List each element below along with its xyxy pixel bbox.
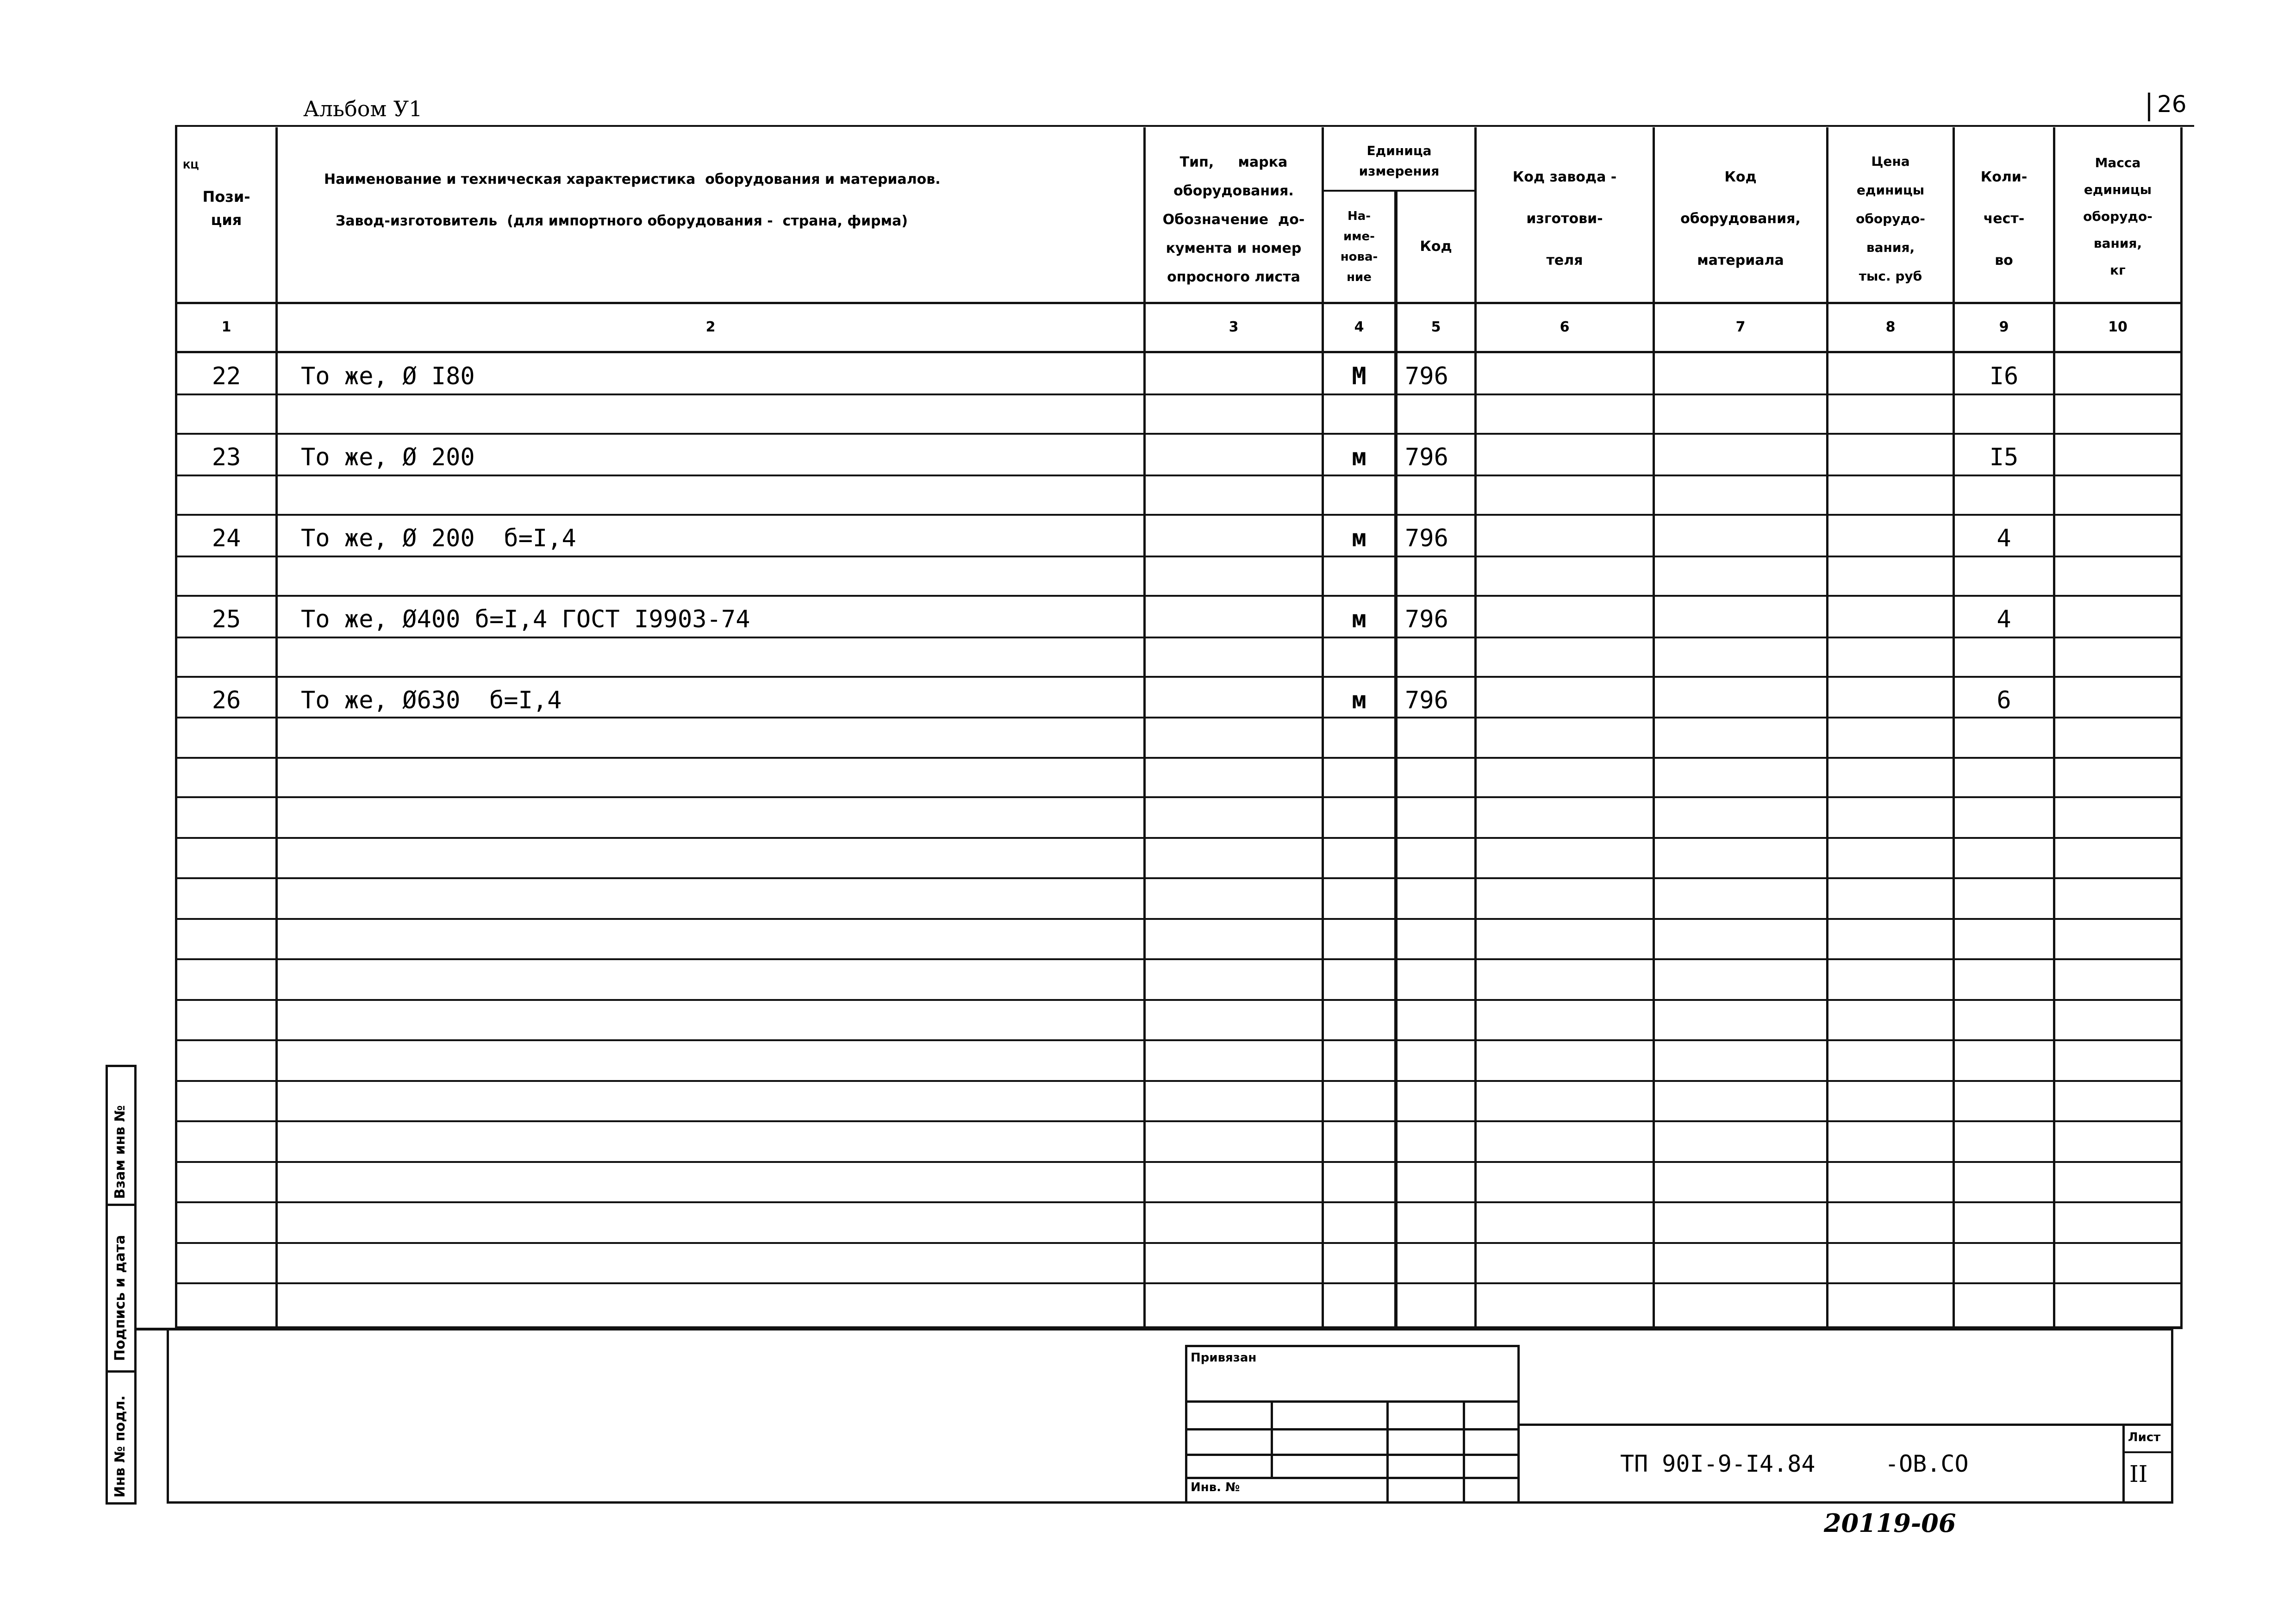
row-name: То же, Ø 200 б=I,4 xyxy=(301,525,576,552)
row-quantity: 6 xyxy=(1997,687,2011,714)
attached-label: Привязан xyxy=(1191,1351,1257,1365)
row-position: 26 xyxy=(212,687,241,714)
col1-note: КЦ xyxy=(183,160,199,171)
column-number: 8 xyxy=(1885,319,1896,335)
column-number: 10 xyxy=(2108,319,2128,335)
column-number: 6 xyxy=(1560,319,1570,335)
header-type: Тип, марка оборудования. Обозначение до- кумента и номер опросного листа xyxy=(1162,154,1305,285)
header-price: Цена единицы оборудо- вания, тыс. руб xyxy=(1856,153,1925,284)
column-number: 9 xyxy=(1999,319,2009,335)
column-number: 7 xyxy=(1735,319,1746,335)
column-number: 2 xyxy=(705,319,716,335)
header-mass: Масса единицы оборудо- вания, кг xyxy=(2083,155,2152,278)
header-unit-name: На- име- нова- ние xyxy=(1340,209,1378,284)
row-position: 23 xyxy=(212,443,241,471)
row-unit-code: 796 xyxy=(1405,687,1448,714)
inv-no-label: Инв. № xyxy=(1191,1480,1240,1494)
row-unit: м xyxy=(1352,525,1366,552)
side-stamp-replace-inv: Взам инв № xyxy=(112,1105,128,1199)
column-number: 4 xyxy=(1354,319,1364,335)
column-number: 5 xyxy=(1431,319,1441,335)
header-position: Пози- ция xyxy=(202,188,250,229)
row-name: То же, Ø 200 xyxy=(301,443,475,471)
sheet-label: Лист xyxy=(2128,1430,2161,1444)
row-quantity: 4 xyxy=(1997,606,2011,633)
row-unit-code: 796 xyxy=(1405,443,1448,471)
header-unit-group: Единица измерения xyxy=(1359,143,1440,179)
side-stamp-sign-date: Подпись и дата xyxy=(112,1235,128,1361)
row-unit-code: 796 xyxy=(1405,525,1448,552)
row-position: 22 xyxy=(212,362,241,390)
header-factory-code: Код завода - изготови- теля xyxy=(1512,169,1617,269)
page-number: 26 xyxy=(2157,91,2187,118)
row-position: 25 xyxy=(212,606,241,633)
row-unit: М xyxy=(1352,362,1366,390)
row-name: То же, Ø630 б=I,4 xyxy=(301,687,562,714)
column-number: 3 xyxy=(1229,319,1239,335)
row-quantity: I6 xyxy=(1989,362,2019,390)
side-stamp-inv-orig: Инв № подл. xyxy=(112,1395,128,1498)
handwritten-number: 20119-06 xyxy=(1824,1508,1956,1538)
header-quantity: Коли- чест- во xyxy=(1980,169,2028,269)
row-name: То же, Ø I80 xyxy=(301,362,475,390)
row-quantity: 4 xyxy=(1997,525,2011,552)
row-position: 24 xyxy=(212,525,241,552)
album-label: Альбом У1 xyxy=(303,96,423,121)
row-name: То же, Ø400 б=I,4 ГОСТ I9903-74 xyxy=(301,606,750,633)
row-quantity: I5 xyxy=(1989,443,2019,471)
sheet-number: II xyxy=(2129,1461,2148,1487)
header-unit-code: Код xyxy=(1420,238,1452,255)
row-unit: м xyxy=(1352,687,1366,714)
column-number: 1 xyxy=(221,319,231,335)
row-unit: м xyxy=(1352,606,1366,633)
row-unit-code: 796 xyxy=(1405,606,1448,633)
header-equipment-code: Код оборудования, материала xyxy=(1680,169,1801,269)
header-name: Наименование и техническая характеристика оборудования и материалов. Завод-изготовитель (для импортного оборудования - страна, фирма) xyxy=(324,171,941,229)
document-code: ТП 90I-9-I4.84 -ОВ.СО xyxy=(1620,1450,1969,1477)
row-unit: м xyxy=(1352,443,1366,471)
row-unit-code: 796 xyxy=(1405,362,1448,390)
